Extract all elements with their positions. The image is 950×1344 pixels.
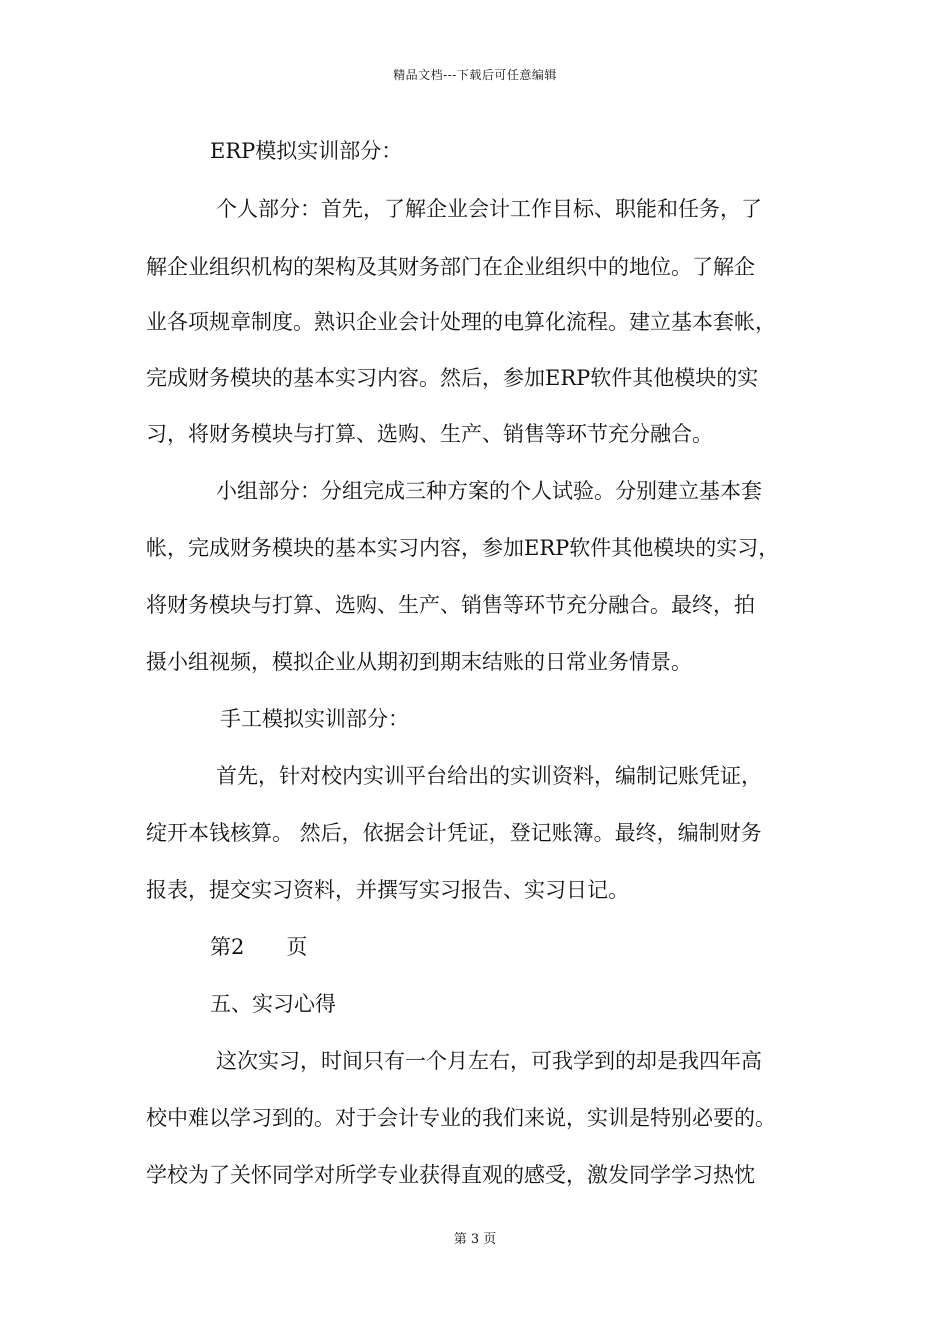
paragraph-line: 业各项规章制度。熟识企业会计处理的电算化流程。建立基本套帐， bbox=[146, 310, 776, 334]
paragraph-line: 小组部分：分组完成三种方案的个人试验。分别建立基本套 bbox=[216, 479, 762, 503]
paragraph-line: 摄小组视频，模拟企业从期初到期末结账的日常业务情景。 bbox=[146, 650, 692, 674]
paragraph-line: 报表，提交实习资料，并撰写实习报告、实习日记。 bbox=[146, 878, 629, 902]
paragraph-line: ERP模拟实训部分： bbox=[210, 139, 403, 163]
section-heading: 五、实习心得 bbox=[210, 992, 336, 1016]
page-header: 精品文档---下载后可任意编辑 bbox=[393, 68, 557, 82]
paragraph-line: 帐，完成财务模块的基本实习内容，参加ERP软件其他模块的实习， bbox=[146, 536, 780, 560]
paragraph-line: 首先，针对校内实训平台给出的实训资料，编制记账凭证， bbox=[216, 764, 762, 788]
paragraph-line: 绽开本钱核算。 然后，依据会计凭证，登记账簿。最终，编制财务 bbox=[146, 821, 762, 845]
paragraph-line: 将财务模块与打算、选购、生产、销售等环节充分融合。最终，拍 bbox=[146, 593, 755, 617]
paragraph-line: 这次实习，时间只有一个月左右，可我学到的却是我四年高 bbox=[216, 1049, 762, 1073]
paragraph-line: 校中难以学习到的。对于会计专业的我们来说，实训是特别必要的。 bbox=[146, 1106, 776, 1130]
paragraph-line: 完成财务模块的基本实习内容。然后，参加ERP软件其他模块的实 bbox=[146, 366, 759, 390]
section-heading: 手工模拟实训部分： bbox=[220, 707, 409, 731]
paragraph-line: 习，将财务模块与打算、选购、生产、销售等环节充分融合。 bbox=[146, 422, 713, 446]
paragraph-line: 解企业组织机构的架构及其财务部门在企业组织中的地位。了解企 bbox=[146, 255, 755, 279]
paragraph-line: 学校为了关怀同学对所学专业获得直观的感受，激发同学学习热忱 bbox=[146, 1163, 755, 1187]
paragraph-line: 个人部分：首先，了解企业会计工作目标、职能和任务，了 bbox=[216, 197, 762, 221]
page-footer: 第 3 页 bbox=[453, 1232, 497, 1247]
inline-page-marker: 第2 页 bbox=[210, 935, 308, 959]
